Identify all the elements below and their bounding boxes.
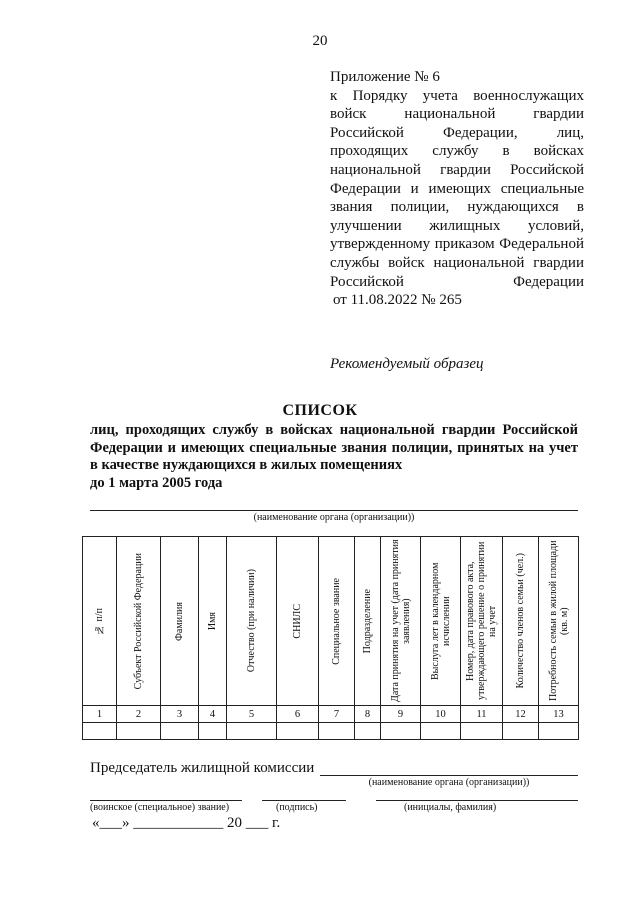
page-number: 20 xyxy=(312,33,328,49)
table-number-cell: 13 xyxy=(539,706,579,723)
table-header-cell: Дата принятия на учет (дата принятия заявления) xyxy=(381,537,421,706)
table-number-cell: 7 xyxy=(319,706,355,723)
table-cell xyxy=(199,723,227,740)
table-empty-row xyxy=(83,723,579,740)
table-cell xyxy=(539,723,579,740)
table-cell xyxy=(227,723,277,740)
document-subtitle-last: до 1 марта 2005 года xyxy=(90,474,223,491)
table-header-cell: Имя xyxy=(199,537,227,706)
signature-line xyxy=(262,800,346,801)
table-cell xyxy=(461,723,503,740)
table-number-row xyxy=(83,706,579,723)
table-header-cell: Субъект Российской Федерации xyxy=(117,537,161,706)
table-cell xyxy=(421,723,461,740)
table-number-cell: 5 xyxy=(227,706,277,723)
table-cell xyxy=(277,723,319,740)
table-header-cell: Количество членов семьи (чел.) xyxy=(503,537,539,706)
table-cell xyxy=(83,723,117,740)
table-header-cell: Фамилия xyxy=(161,537,199,706)
table-header-cell: Потребность семьи в жилой площади (кв. м) xyxy=(539,537,579,706)
table-cell xyxy=(355,723,381,740)
appendix-text: к Порядку учета военнослужащих войск национальной гвардии Российской Федерации, лиц, проходящих службу в войсках национальной гвардии Российской Федерации и имеющих специальные звания полиции, нуждающихся в улучшении жилищных условий, утвержденному приказом Федеральной службы войск национальной гвардии Российской Федерации xyxy=(330,87,584,290)
table-number-cell: 12 xyxy=(503,706,539,723)
table-number-cell: 2 xyxy=(117,706,161,723)
table-cell xyxy=(319,723,355,740)
table-cell xyxy=(161,723,199,740)
table-cell xyxy=(381,723,421,740)
table-header-cell: № п/п xyxy=(83,537,117,706)
date-line: «___» ____________ 20 ___ г. xyxy=(92,815,281,831)
chairman-line xyxy=(320,775,578,776)
table-number-cell: 9 xyxy=(381,706,421,723)
table-cell xyxy=(117,723,161,740)
name-caption: (инициалы, фамилия) xyxy=(404,802,497,813)
table-header-row xyxy=(83,537,579,706)
table-header-cell: Выслуга лет в календарном исчислении xyxy=(421,537,461,706)
table-number-cell: 3 xyxy=(161,706,199,723)
table-number-cell: 1 xyxy=(83,706,117,723)
table-header-cell: Специальное звание xyxy=(319,537,355,706)
table-header-cell: Отчество (при наличии) xyxy=(227,537,277,706)
document-subtitle-main: лиц, проходящих службу в войсках национальной гвардии Российской Федерации и имеющих специальные звания полиции, принятых на учет в качестве нуждающихся в жилых помещениях xyxy=(90,422,578,473)
document-subtitle xyxy=(90,422,578,492)
table-number-cell: 4 xyxy=(199,706,227,723)
rank-caption: (воинское (специальное) звание) xyxy=(90,802,230,813)
organization-line xyxy=(90,510,578,511)
table-number-cell: 8 xyxy=(355,706,381,723)
appendix-block xyxy=(330,68,584,310)
organization-caption: (наименование органа (организации)) xyxy=(253,512,415,523)
table-cell xyxy=(503,723,539,740)
rank-line xyxy=(90,800,242,801)
signature-caption: (подпись) xyxy=(276,802,318,813)
list-table xyxy=(82,536,579,740)
document-title: СПИСОК xyxy=(282,402,358,419)
table-header-cell: Подразделение xyxy=(355,537,381,706)
table-number-cell: 6 xyxy=(277,706,319,723)
table-header-cell: Номер, дата правового акта, утверждающего решение о принятии на учет xyxy=(461,537,503,706)
table-header-cell: СНИЛС xyxy=(277,537,319,706)
chairman-label: Председатель жилищной комиссии xyxy=(90,760,315,776)
appendix-date: от 11.08.2022 № 265 xyxy=(333,292,462,309)
table-number-cell: 11 xyxy=(461,706,503,723)
name-line xyxy=(376,800,578,801)
recommended-sample-label: Рекомендуемый образец xyxy=(330,356,484,372)
appendix-title: Приложение № 6 xyxy=(330,69,440,85)
table-number-cell: 10 xyxy=(421,706,461,723)
chairman-caption: (наименование органа (организации)) xyxy=(368,777,530,788)
